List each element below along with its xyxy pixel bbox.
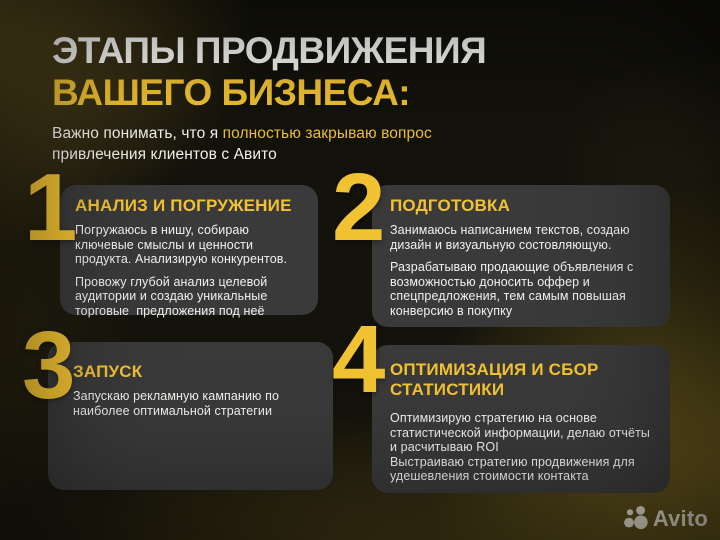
page-title <box>52 30 486 114</box>
step-paragraph: Занимаюсь написанием текстов, создаю дизайн и визуальную состовляющую. <box>390 223 634 252</box>
title-line-2: ВАШЕГО БИЗНЕСА: <box>52 71 411 113</box>
avito-wordmark: Avito <box>652 505 708 531</box>
step-title: ПОДГОТОВКА <box>390 196 511 215</box>
subtitle-prefix: Важно понимать, что я <box>52 125 223 142</box>
subtitle-line-2: привлечения клиентов с Авито <box>52 146 277 164</box>
avito-logo <box>623 505 708 532</box>
title-line-1: ЭТАПЫ ПРОДВИЖЕНИЯ <box>52 30 487 71</box>
subtitle-highlight: полностью закрываю вопрос <box>222 125 432 142</box>
step-title: ЗАПУСК <box>73 362 143 381</box>
step-title: ОПТИМИЗАЦИЯ И СБОР СТАТИСТИКИ <box>390 360 599 400</box>
step-paragraph: Запускаю рекламную кампанию по наиболее оптимальной стратегии <box>73 389 283 418</box>
step-paragraph: Выстраиваю стратегию продвижения для удешевления стоимости контакта <box>390 454 639 484</box>
step-paragraph: Разрабатываю продающие объявления с возможностью доносить оффер и спецпредложения, тем самым повышая конверсию в покупку <box>390 260 637 318</box>
step-number-2: 2 <box>332 154 386 261</box>
step-title: АНАЛИЗ И ПОГРУЖЕНИЕ <box>75 196 292 215</box>
step-paragraph: Оптимизирую стратегию на основе статистической информации, делаю отчёты и расчитываю ROI <box>390 411 654 455</box>
step-card-preparation <box>332 154 670 327</box>
step-number-4: 4 <box>332 306 386 413</box>
step-number-3: 3 <box>22 312 76 419</box>
step-paragraph: Провожу глубой анализ целевой аудитории и создаю уникальные торговые предложения под неё <box>75 274 272 318</box>
step-card-optimization <box>332 306 670 493</box>
step-card-launch <box>22 312 333 490</box>
avito-dots-icon <box>623 505 650 532</box>
step-number-1: 1 <box>24 154 78 261</box>
step-paragraph: Погружаюсь в нишу, собираю ключевые смыслы и ценности продукта. Анализирую конкурентов. <box>75 223 288 267</box>
subtitle <box>52 123 522 166</box>
